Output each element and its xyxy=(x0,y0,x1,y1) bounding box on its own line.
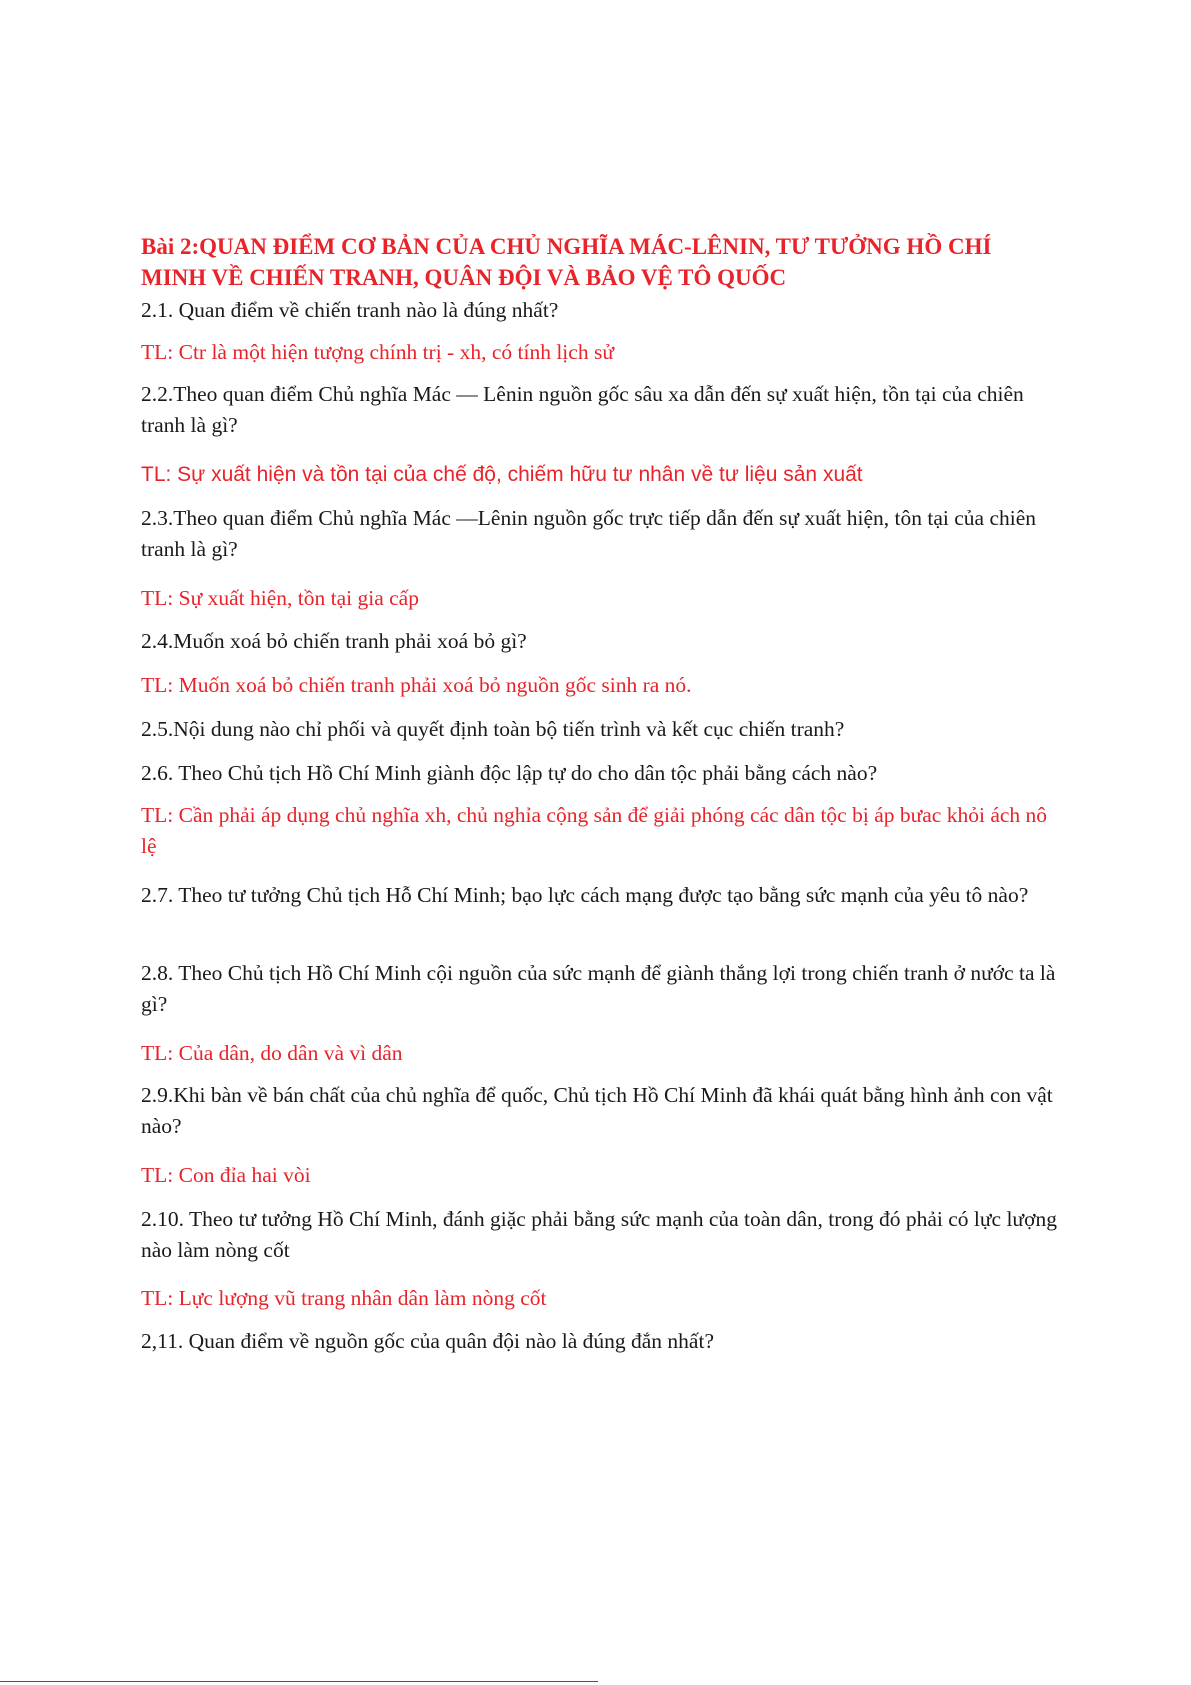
question-2-9: 2.9.Khi bàn về bán chất của chủ nghĩa để quốc, Chủ tịch Hồ Chí Minh đã khái quát bằng hình ảnh con vật nào? xyxy=(141,1083,1053,1138)
question-2-8: 2.8. Theo Chủ tịch Hồ Chí Minh cội nguồn của sức mạnh để giành thắng lợi trong chiến tranh ở nước ta là gì? xyxy=(141,961,1056,1016)
lesson-title: Bài 2:QUAN ĐIỂM CƠ BẢN CỦA CHỦ NGHĨA MÁC-LÊNIN, TƯ TƯỞNG HỒ CHÍ MINH VỀ CHIẾN TRANH, QUÂN ĐỘI VÀ BẢO VỆ TÔ QUỐC xyxy=(141,234,992,290)
question-2-5: 2.5.Nội dung nào chỉ phối và quyết định toàn bộ tiến trình và kết cục chiến tranh? xyxy=(141,717,845,741)
question-2-3: 2.3.Theo quan điểm Chủ nghĩa Mác —Lênin nguồn gốc trực tiếp dẫn đến sự xuất hiện, tôn tại của chiên tranh là gì? xyxy=(141,506,1037,561)
answer-2-8: TL: Của dân, do dân và vì dân xyxy=(141,1041,403,1065)
answer-2-10: TL: Lực lượng vũ trang nhân dân làm nòng cốt xyxy=(141,1286,547,1310)
page-bottom-divider xyxy=(0,1681,598,1682)
answer-2-4: TL: Muốn xoá bỏ chiến tranh phải xoá bỏ nguồn gốc sinh ra nó. xyxy=(141,673,692,697)
answer-2-1: TL: Ctr là một hiện tượng chính trị - xh, có tính lịch sử xyxy=(141,340,614,364)
question-2-7: 2.7. Theo tư tưởng Chủ tịch Hỗ Chí Minh; bạo lực cách mạng được tạo bằng sức mạnh của yêu tô nào? xyxy=(141,883,1029,907)
answer-2-2: TL: Sự xuất hiện và tồn tại của chế độ, chiếm hữu tư nhân về tư liệu sản xuất xyxy=(141,463,863,486)
answer-2-9: TL: Con đỉa hai vòi xyxy=(141,1163,311,1187)
question-2-4: 2.4.Muốn xoá bỏ chiến tranh phải xoá bỏ gì? xyxy=(141,629,527,653)
question-2-1: 2.1. Quan điểm về chiến tranh nào là đúng nhất? xyxy=(141,298,559,322)
question-2-6: 2.6. Theo Chủ tịch Hồ Chí Minh giành độc lập tự do cho dân tộc phải bằng cách nào? xyxy=(141,761,878,785)
answer-2-3: TL: Sự xuất hiện, tồn tại gia cấp xyxy=(141,586,419,610)
question-2-2: 2.2.Theo quan điểm Chủ nghĩa Mác — Lênin nguồn gốc sâu xa dẫn đến sự xuất hiện, tồn tại của chiên tranh là gì? xyxy=(141,382,1024,437)
answer-2-6: TL: Cần phải áp dụng chủ nghĩa xh, chủ nghỉa cộng sản để giải phóng các dân tộc bị áp bưac khỏi ách nô lệ xyxy=(141,803,1048,858)
question-2-10: 2.10. Theo tư tưởng Hồ Chí Minh, đánh giặc phải bằng sức mạnh của toàn dân, trong đó phải có lực lượng nào làm nòng cốt xyxy=(141,1207,1057,1262)
question-2-11: 2,11. Quan điểm về nguồn gốc của quân đội nào là đúng đắn nhất? xyxy=(141,1329,714,1353)
